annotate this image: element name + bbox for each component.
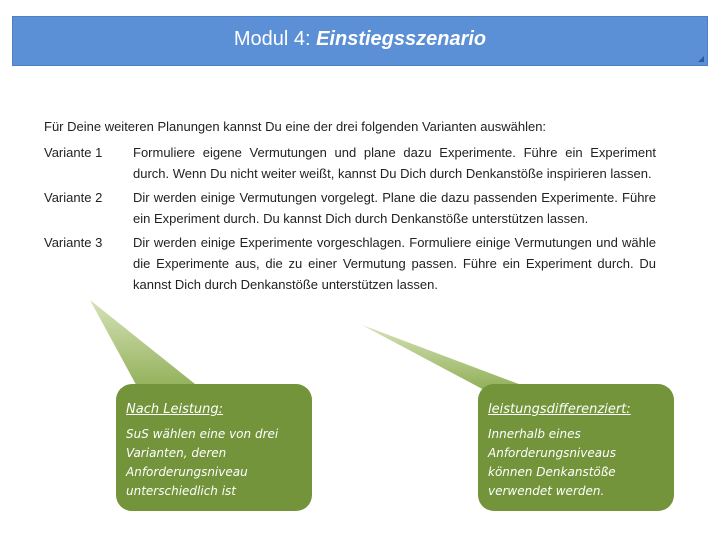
variant-text: Formuliere eigene Vermutungen und plane dazu Experimente. Führe ein Experiment durch. Wenn Du nicht weiter weißt, kannst Du Dich durch Denkanstöße inspirieren lassen.: [133, 145, 656, 181]
variant-row: [44, 187, 656, 229]
variant-label: Variante 1: [44, 145, 103, 160]
variant-row: [44, 142, 656, 184]
variant-row: [44, 232, 656, 295]
left-callout-pointer: [90, 300, 205, 392]
callout-text: Innerhalb eines Anforderungsniveaus können Denkanstöße verwendet werden.: [488, 427, 616, 498]
variant-text: Dir werden einige Vermutungen vorgelegt. Plane die dazu passenden Experimente. Führe ein Experiment durch. Du kannst Dich durch Denkanstöße unterstützen lassen.: [133, 190, 656, 226]
variant-text: Dir werden einige Experimente vorgeschlagen. Formuliere einige Vermutungen und wähle die Experimente aus, die zu einer Vermutung passen. Führe ein Experiment durch. Du kannst Dich durch Denkanstöße unterstützen lassen.: [133, 235, 656, 292]
variant-label: Variante 2: [44, 190, 103, 205]
callout-title: leistungsdifferenziert:: [488, 402, 631, 417]
variant-label: Variante 3: [44, 235, 103, 250]
variants-panel: [44, 116, 656, 298]
title-prefix: Modul 4:: [233, 28, 317, 50]
callout-title: Nach Leistung:: [126, 402, 224, 417]
callout-box-right: [478, 384, 674, 511]
right-callout-pointer: [362, 325, 540, 392]
callout-box-left: [116, 384, 312, 511]
intro-text: Für Deine weiteren Planungen kannst Du eine der drei folgenden Varianten auswählen:: [44, 119, 547, 134]
title-main: Einstiegsszenario: [316, 28, 487, 50]
callout-text: SuS wählen eine von drei Varianten, deren Anforderungsniveau unterschiedlich ist: [126, 427, 279, 498]
